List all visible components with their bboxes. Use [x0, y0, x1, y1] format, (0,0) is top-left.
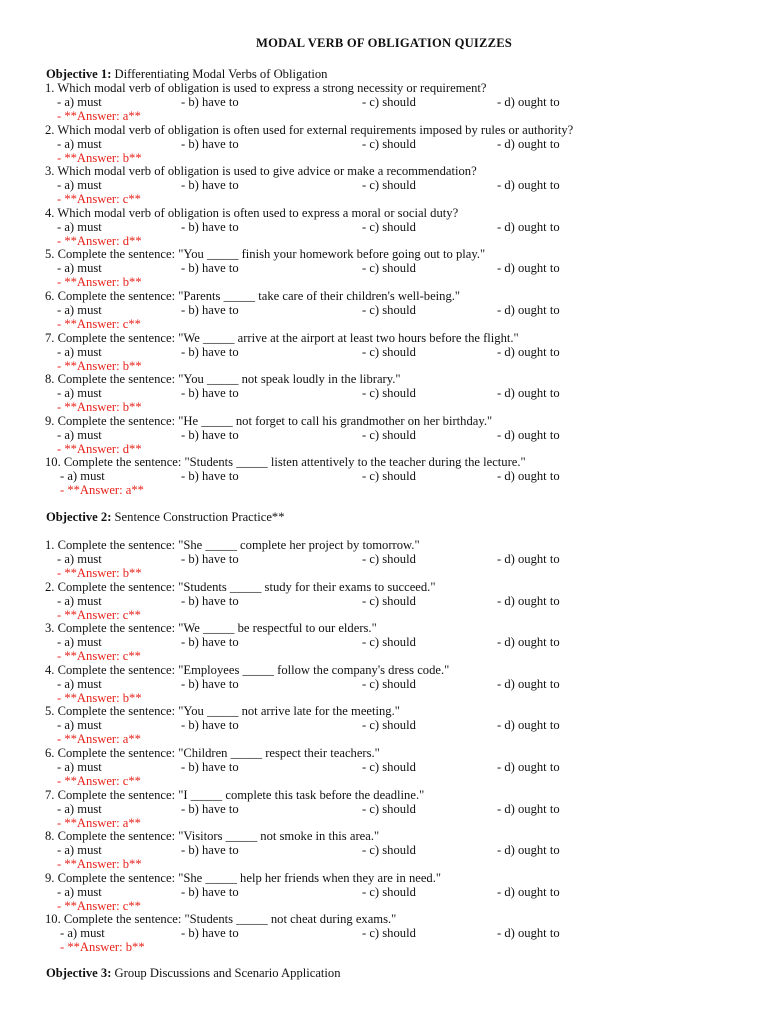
option-c: - c) should — [362, 261, 416, 276]
option-c: - c) should — [362, 219, 416, 234]
answer-key: - **Answer: d** — [57, 233, 142, 248]
answer-options — [0, 843, 768, 857]
question-text: 5. Complete the sentence: "You _____ not arrive late for the meeting." — [45, 704, 400, 719]
answer-key: - **Answer: b** — [57, 690, 142, 705]
option-d: - d) ought to — [497, 469, 560, 484]
option-a: - a) must — [57, 718, 102, 733]
option-b: - b) have to — [181, 718, 239, 733]
option-a: - a) must — [57, 593, 102, 608]
option-b: - b) have to — [181, 843, 239, 858]
question-text: 7. Complete the sentence: "I _____ complete this task before the deadline." — [45, 787, 425, 802]
answer-options — [0, 926, 768, 940]
answer-options — [0, 220, 768, 234]
question-text: 8. Complete the sentence: "Visitors _____ not smoke in this area." — [45, 829, 380, 844]
option-a: - a) must — [57, 427, 102, 442]
question-text: 4. Which modal verb of obligation is often used to express a moral or social duty? — [45, 205, 459, 220]
option-d: - d) ought to — [497, 635, 560, 650]
option-a: - a) must — [57, 303, 102, 317]
option-b: - b) have to — [181, 593, 239, 608]
option-a: - a) must — [57, 261, 102, 276]
answer-key: - **Answer: d** — [57, 441, 142, 456]
objective-2-heading — [46, 510, 285, 524]
answer-options — [0, 718, 768, 732]
answer-options — [0, 802, 768, 816]
answer-options — [0, 261, 768, 275]
option-a: - a) must — [57, 219, 102, 234]
option-c: - c) should — [362, 136, 416, 151]
question-text: 9. Complete the sentence: "He _____ not forget to call his grandmother on her birthday." — [45, 413, 493, 428]
question-text: 2. Complete the sentence: "Students _____ study for their exams to succeed." — [45, 579, 436, 594]
question-text: 3. Complete the sentence: "We _____ be respectful to our elders." — [45, 621, 377, 636]
question-text: 1. Which modal verb of obligation is used to express a strong necessity or requirement? — [45, 81, 487, 95]
option-d: - d) ought to — [497, 593, 560, 608]
option-b: - b) have to — [181, 344, 239, 359]
option-c: - c) should — [362, 552, 416, 566]
objective-label: Objective 1: — [46, 67, 112, 81]
option-b: - b) have to — [181, 552, 239, 566]
answer-options — [0, 428, 768, 442]
answer-options — [0, 760, 768, 774]
option-b: - b) have to — [181, 884, 239, 899]
question-text: 2. Which modal verb of obligation is often used for external requirements imposed by rules or authority? — [45, 122, 574, 137]
answer-key: - **Answer: c** — [57, 774, 141, 788]
question-text: 1. Complete the sentence: "She _____ complete her project by tomorrow." — [45, 538, 420, 552]
answer-options — [0, 552, 768, 566]
answer-options — [0, 594, 768, 608]
option-a: - a) must — [57, 136, 102, 151]
option-c: - c) should — [362, 386, 416, 401]
answer-key: - **Answer: a** — [57, 732, 141, 747]
answer-key: - **Answer: b** — [57, 857, 142, 872]
option-b: - b) have to — [181, 676, 239, 691]
answer-key: - **Answer: c** — [57, 192, 141, 207]
option-d: - d) ought to — [497, 95, 560, 109]
option-c: - c) should — [362, 635, 416, 650]
answer-key: - **Answer: b** — [60, 940, 145, 955]
option-a: - a) must — [57, 344, 102, 359]
option-a: - a) must — [57, 552, 102, 566]
option-a: - a) must — [60, 469, 105, 484]
question-text: 6. Complete the sentence: "Children _____ respect their teachers." — [45, 746, 380, 760]
objective-label: Objective 3: — [46, 966, 112, 980]
option-a: - a) must — [57, 95, 102, 109]
question-text: 9. Complete the sentence: "She _____ help her friends when they are in need." — [45, 870, 442, 885]
objective-1-heading — [46, 67, 327, 81]
option-d: - d) ought to — [497, 843, 560, 858]
option-c: - c) should — [362, 303, 416, 317]
option-a: - a) must — [60, 926, 105, 941]
option-c: - c) should — [362, 760, 416, 774]
objective-text: Group Discussions and Scenario Application — [111, 966, 341, 980]
option-b: - b) have to — [181, 801, 239, 816]
answer-key: - **Answer: c** — [57, 649, 141, 664]
option-a: - a) must — [57, 676, 102, 691]
option-a: - a) must — [57, 386, 102, 401]
question-text: 6. Complete the sentence: "Parents _____ take care of their children's well-being." — [45, 289, 461, 303]
answer-options — [0, 469, 768, 483]
answer-options — [0, 677, 768, 691]
question-text: 10. Complete the sentence: "Students _____ listen attentively to the teacher during the lecture." — [45, 455, 526, 470]
option-a: - a) must — [57, 635, 102, 650]
option-b: - b) have to — [181, 136, 239, 151]
option-d: - d) ought to — [497, 386, 560, 401]
question-text: 7. Complete the sentence: "We _____ arrive at the airport at least two hours before the flight." — [45, 330, 519, 345]
option-c: - c) should — [362, 843, 416, 858]
option-c: - c) should — [362, 344, 416, 359]
answer-options — [0, 635, 768, 649]
option-b: - b) have to — [181, 219, 239, 234]
answer-options — [0, 95, 768, 109]
option-b: - b) have to — [181, 926, 239, 941]
answer-key: - **Answer: c** — [57, 607, 141, 622]
answer-key: - **Answer: b** — [57, 275, 142, 290]
option-d: - d) ought to — [497, 760, 560, 774]
answer-key: - **Answer: a** — [57, 815, 141, 830]
option-d: - d) ought to — [497, 261, 560, 276]
option-c: - c) should — [362, 427, 416, 442]
answer-key: - **Answer: a** — [57, 109, 141, 123]
answer-key: - **Answer: b** — [57, 400, 142, 415]
option-a: - a) must — [57, 884, 102, 899]
option-a: - a) must — [57, 760, 102, 774]
option-c: - c) should — [362, 95, 416, 109]
option-d: - d) ought to — [497, 552, 560, 566]
option-b: - b) have to — [181, 427, 239, 442]
option-d: - d) ought to — [497, 178, 560, 193]
answer-options — [0, 178, 768, 192]
question-text: 3. Which modal verb of obligation is used to give advice or make a recommendation? — [45, 164, 477, 179]
answer-key: - **Answer: a** — [60, 483, 144, 498]
answer-options — [0, 345, 768, 359]
page-title: MODAL VERB OF OBLIGATION QUIZZES — [256, 36, 512, 50]
option-c: - c) should — [362, 718, 416, 733]
option-d: - d) ought to — [497, 136, 560, 151]
objective-text: Differentiating Modal Verbs of Obligation — [111, 67, 328, 81]
option-b: - b) have to — [181, 261, 239, 276]
option-b: - b) have to — [181, 760, 239, 774]
option-c: - c) should — [362, 178, 416, 193]
answer-options — [0, 386, 768, 400]
answer-key: - **Answer: c** — [57, 898, 141, 913]
option-c: - c) should — [362, 926, 416, 941]
option-d: - d) ought to — [497, 676, 560, 691]
option-d: - d) ought to — [497, 801, 560, 816]
option-c: - c) should — [362, 676, 416, 691]
answer-options — [0, 303, 768, 317]
option-b: - b) have to — [181, 95, 239, 109]
answer-key: - **Answer: b** — [57, 566, 142, 580]
option-d: - d) ought to — [497, 303, 560, 317]
objective-3-heading — [46, 966, 341, 980]
option-c: - c) should — [362, 884, 416, 899]
option-b: - b) have to — [181, 635, 239, 650]
answer-options — [0, 885, 768, 899]
question-text: 10. Complete the sentence: "Students _____ not cheat during exams." — [45, 912, 397, 927]
option-d: - d) ought to — [497, 344, 560, 359]
option-d: - d) ought to — [497, 926, 560, 941]
answer-key: - **Answer: b** — [57, 150, 142, 165]
option-d: - d) ought to — [497, 718, 560, 733]
option-c: - c) should — [362, 593, 416, 608]
option-b: - b) have to — [181, 386, 239, 401]
option-c: - c) should — [362, 801, 416, 816]
answer-key: - **Answer: c** — [57, 317, 141, 331]
option-b: - b) have to — [181, 469, 239, 484]
question-text: 4. Complete the sentence: "Employees _____ follow the company's dress code." — [45, 662, 450, 677]
objective-label: Objective 2: — [46, 510, 112, 524]
option-d: - d) ought to — [497, 884, 560, 899]
question-text: 8. Complete the sentence: "You _____ not speak loudly in the library." — [45, 372, 401, 387]
answer-key: - **Answer: b** — [57, 358, 142, 373]
option-a: - a) must — [57, 843, 102, 858]
option-a: - a) must — [57, 178, 102, 193]
question-text: 5. Complete the sentence: "You _____ finish your homework before going out to play." — [45, 247, 486, 262]
answer-options — [0, 137, 768, 151]
option-b: - b) have to — [181, 178, 239, 193]
option-c: - c) should — [362, 469, 416, 484]
option-b: - b) have to — [181, 303, 239, 317]
option-d: - d) ought to — [497, 219, 560, 234]
option-a: - a) must — [57, 801, 102, 816]
objective-text: Sentence Construction Practice** — [111, 510, 285, 524]
option-d: - d) ought to — [497, 427, 560, 442]
